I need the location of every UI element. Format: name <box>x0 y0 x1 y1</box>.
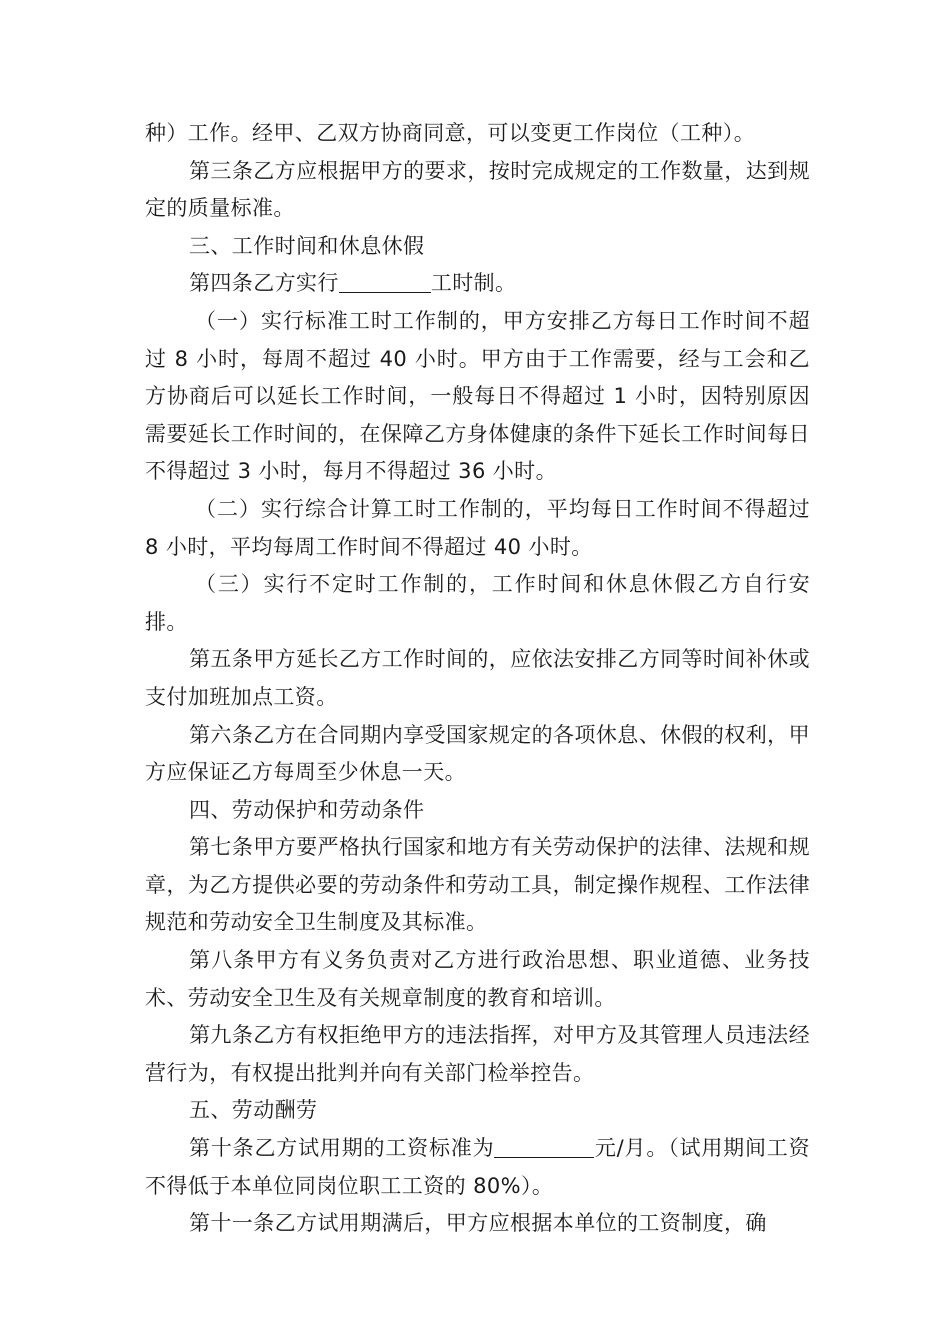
paragraph-article-9: 第九条乙方有权拒绝甲方的违法指挥，对甲方及其管理人员违法经营行为，有权提出批判并向有关部门检举控告。 <box>145 1023 810 1085</box>
paragraph-article-3: 第三条乙方应根据甲方的要求，按时完成规定的工作数量，达到规定的质量标准。 <box>145 158 810 221</box>
paragraph-article-6: 第六条乙方在合同期内享受国家规定的各项休息、休假的权利，甲方应保证乙方每周至少休息一天。 <box>145 722 810 785</box>
article-4-text-after: 工时制。 <box>430 271 517 296</box>
paragraph-flexible-hours: （三）实行不定时工作制的，工作时间和休息休假乙方自行安排。 <box>145 572 810 634</box>
article-4-text-before: 第四条乙方实行 <box>189 271 339 296</box>
article-10-text-before: 第十条乙方试用期的工资标准为 <box>189 1136 495 1161</box>
paragraph-article-5: 第五条甲方延长乙方工作时间的，应依法安排乙方同等时间补休或支付加班加点工资。 <box>145 647 810 709</box>
section-heading-work-time: 三、工作时间和休息休假 <box>189 233 425 258</box>
paragraph-comprehensive-hours: （二）实行综合计算工时工作制的，平均每日工作时间不得超过 8 小时，平均每周工作时间不得超过 40 小时。 <box>145 496 810 559</box>
article-10-text-after: 元/月。（试用期间工资不得低于本单位同岗位职工工资的 80%）。 <box>145 1136 810 1198</box>
section-heading-labor-protection: 四、劳动保护和劳动条件 <box>189 797 425 822</box>
paragraph-article-4 <box>145 265 810 303</box>
section-heading-remuneration: 五、劳动酬劳 <box>189 1098 318 1123</box>
paragraph-article-7: 第七条甲方要严格执行国家和地方有关劳动保护的法律、法规和规章，为乙方提供必要的劳动条件和劳动工具，制定操作规程、工作法律规范和劳动安全卫生制度及其标准。 <box>145 835 810 935</box>
article-10-blank-line <box>494 1133 594 1158</box>
document-body <box>145 115 810 1243</box>
article-4-blank-line <box>339 268 431 293</box>
paragraph-article-10 <box>145 1130 810 1205</box>
paragraph-article-8: 第八条甲方有义务负责对乙方进行政治思想、职业道德、业务技术、劳动安全卫生及有关规章制度的教育和培训。 <box>145 948 810 1010</box>
paragraph-article-11: 第十一条乙方试用期满后，甲方应根据本单位的工资制度，确 <box>189 1211 767 1236</box>
paragraph-job-change: 种）工作。经甲、乙双方协商同意，可以变更工作岗位（工种）。 <box>145 121 756 145</box>
paragraph-standard-hours: （一）实行标准工时工作制的，甲方安排乙方每日工作时间不超过 8 小时，每周不超过 40 小时。甲方由于工作需要，经与工会和乙方协商后可以延长工作时间，一般每日不得超过 1 小时，因特别原因需要延长工作时间的，在保障乙方身体健康的条件下延长工作时间每日不得超过 3 小时，每月不得超过 36 小时。 <box>145 308 810 484</box>
